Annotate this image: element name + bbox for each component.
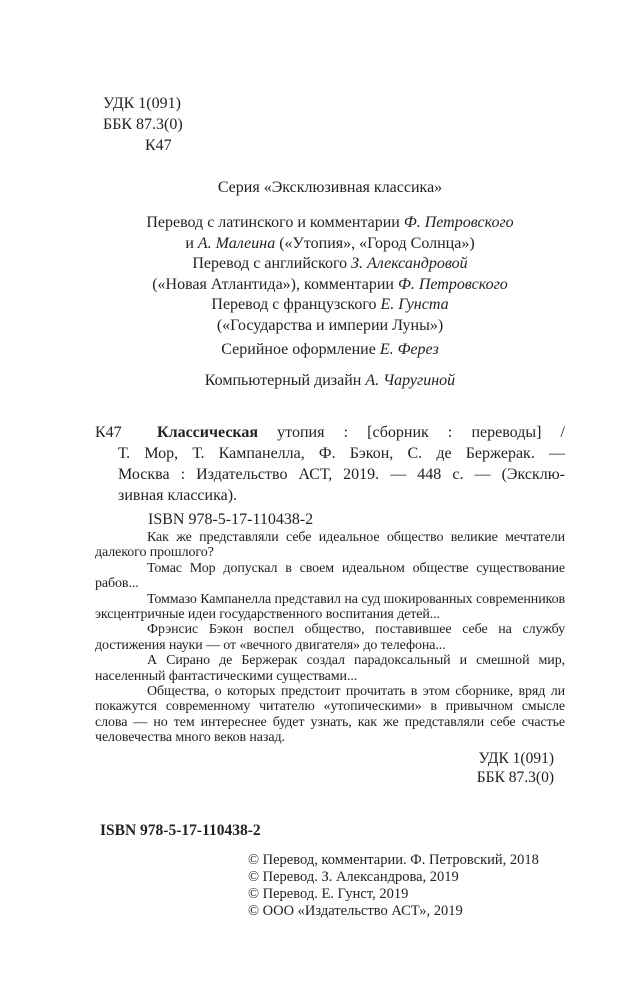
credit-english-translation — [95, 254, 565, 295]
catalog-card — [95, 422, 565, 530]
credit-latin-translation — [95, 213, 565, 254]
copyright-line: © Перевод. Е. Гунст, 2019 — [248, 885, 409, 902]
card-line-2: Т. Мор, Т. Кампанелла, Ф. Бэкон, С. де Бержерак. — — [118, 445, 565, 462]
credit-person-name: Ф. Петровского — [397, 275, 508, 293]
credit-text: («Государства и империи Луны») — [216, 316, 444, 334]
copyright-line: © ООО «Издательство АСТ», 2019 — [248, 902, 463, 919]
credit-text: («Новая Атлантида»), комментарии — [152, 275, 398, 293]
annotation-paragraph: Как же представляли себе идеальное общество великие мечтатели далекого прошлого? — [95, 530, 565, 561]
bbk-code: ББК 87.3(0) — [103, 116, 183, 133]
credit-person-name: Ф. Петровского — [403, 214, 514, 231]
credit-text: и — [185, 234, 198, 252]
card-title-bold: Классическая — [157, 424, 259, 441]
credit-text: Перевод с латинского и комментарии — [146, 214, 404, 231]
card-author-sign: К47 — [95, 424, 122, 441]
credit-text: Компьютерный дизайн — [204, 371, 366, 389]
credits-block — [95, 213, 565, 391]
card-line-3: Москва : Издательство АСТ, 2019. — 448 с. — (Эксклю- — [118, 466, 565, 483]
bbk-code-bottom: ББК 87.3(0) — [476, 768, 554, 786]
credit-computer-design — [95, 371, 565, 392]
annotation-paragraph: Томас Мор допускал в своем идеальном обществе существование рабов... — [95, 560, 565, 592]
author-sign: К47 — [145, 137, 172, 154]
card-title-rest: утопия : [сборник : переводы] / — [258, 424, 565, 441]
annotation-paragraph: А Сирано де Бержерак создал парадоксальный и смешной мир, населенный фантастическими существами... — [95, 653, 565, 684]
annotation-paragraph: Томмазо Кампанелла представил на суд шокированных современников эксцентричные идеи государственного воспитания детей... — [95, 591, 565, 623]
copyright-line: © Перевод. З. Александрова, 2019 — [248, 868, 459, 885]
bibliographic-codes-bottom — [95, 749, 565, 787]
udk-code-bottom: УДК 1(091) — [478, 749, 554, 767]
credit-person-name: А. Чаругиной — [365, 371, 456, 389]
annotation-block — [95, 530, 565, 746]
credit-series-design — [95, 340, 565, 361]
copyright-line: © Перевод, комментарии. Ф. Петровский, 2018 — [248, 851, 539, 868]
credit-person-name: З. Александровой — [351, 255, 468, 272]
credit-text: Перевод с английского — [192, 255, 352, 272]
isbn-bottom: ISBN 978-5-17-110438-2 — [100, 821, 261, 839]
annotation-paragraph: Общества, о которых предстоит прочитать в этом сборнике, вряд ли покажутся современному читателю «утопическими» в привычном смысле слова — но тем интереснее будет узнать, как же представляли себе счастье человечества много веков назад. — [95, 684, 565, 746]
card-isbn: ISBN 978-5-17-110438-2 — [148, 511, 314, 528]
credit-text: («Утопия», «Город Солнца») — [275, 234, 475, 252]
annotation-paragraph: Фрэнсис Бэкон воспел общество, поставившее себе на службу достижения науки — от «вечного двигателя» до телефона... — [95, 622, 565, 653]
udk-code: УДК 1(091) — [103, 95, 181, 112]
bibliographic-codes-top — [103, 93, 565, 156]
credit-french-translation — [95, 295, 565, 336]
credit-text: Перевод с французского — [211, 296, 381, 313]
copyright-block — [248, 852, 565, 920]
credit-text: Серийное оформление — [221, 341, 380, 358]
card-line-1 — [118, 422, 565, 443]
text-column — [95, 93, 565, 920]
series-title: Серия «Эксклюзивная классика» — [217, 179, 443, 196]
card-line-4: зивная классика). — [118, 487, 238, 504]
credit-person-name: Е. Гунста — [380, 296, 449, 313]
credit-person-name: А. Малеина — [197, 234, 276, 252]
credit-person-name: Е. Ферез — [379, 341, 439, 358]
